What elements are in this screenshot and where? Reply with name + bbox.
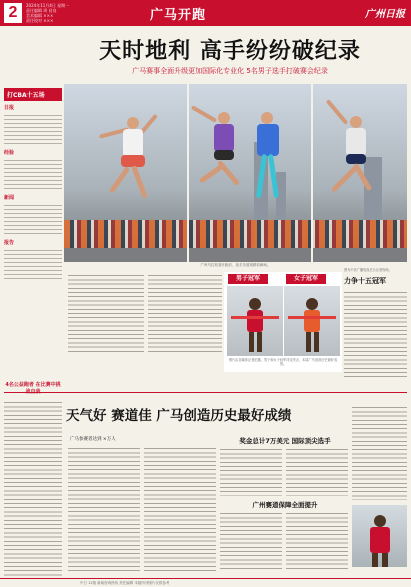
photo-caption: 广州马拉松赛开跑后，选手各展现精彩瞬间。 — [200, 263, 271, 267]
right-caption: 图为中央广播电视总台记者现场。 — [344, 268, 392, 272]
article-column — [220, 510, 282, 572]
section-title: 广马开跑 — [150, 8, 207, 23]
women-champion-label: 女子冠军 — [286, 274, 326, 284]
runner-thumbnail — [352, 505, 407, 567]
main-headline: 天时地利 高手纷纷破纪录 — [99, 38, 361, 64]
masthead — [0, 0, 411, 26]
article-column — [68, 272, 144, 352]
article-column — [352, 404, 407, 500]
page-number: 2 — [4, 3, 22, 23]
women-champion-photo — [284, 286, 340, 356]
left-text-block — [4, 157, 62, 191]
article-column — [144, 445, 216, 573]
left-text-block — [4, 112, 62, 146]
left-column — [4, 88, 62, 388]
article-column — [286, 446, 348, 496]
road — [64, 248, 407, 262]
article-column — [148, 272, 222, 352]
paper-logo: 广州日报 — [365, 9, 405, 20]
prize-sub-headline: 奖金总计7万美元 国际顶尖选手 — [239, 437, 331, 445]
photo-strip — [64, 84, 407, 262]
right-sidebar — [344, 268, 407, 388]
champions-box — [224, 272, 342, 372]
bottom-left-text — [4, 399, 62, 579]
left-column-banner: 打CBA十五场 — [4, 88, 62, 101]
secondary-headline: 天气好 赛道佳 广马创造历史最好成绩 — [66, 408, 292, 424]
photo-divider — [187, 84, 189, 262]
men-champion-label: 男子冠军 — [228, 274, 268, 284]
article-column — [68, 445, 140, 573]
right-headline: 力争十五冠军 — [344, 277, 386, 285]
section-divider — [4, 392, 407, 393]
bottom-left-headline: 4名公益跑者 在比赛中挑战自我 — [5, 382, 61, 395]
left-text-block — [4, 202, 62, 236]
men-champion-photo — [227, 286, 283, 356]
masthead-meta: 2024年11月4日 星期一 责任编辑 周 昌良 美术编辑 ××× 责任校对 ××× — [26, 3, 70, 23]
left-section-head: 报告 — [4, 240, 15, 246]
bottom-left-box — [4, 382, 62, 582]
left-text-block — [4, 247, 62, 281]
left-section-head: 经验 — [4, 150, 15, 156]
article-column — [220, 446, 282, 496]
left-sub-headline: 广马参赛者达到 ×万人 — [70, 437, 116, 442]
left-section-head: 新闻 — [4, 195, 15, 201]
right-text — [344, 289, 407, 379]
safety-sub-headline: 广州赛道保障全面提升 — [252, 501, 318, 509]
champions-caption: 图片由各媒体记者拍摄。男子和女子冠军冲过终点，本届广马创造历史最好成绩。 — [228, 358, 338, 366]
photo-divider — [311, 84, 313, 262]
page-footer: 中日 12版 新闻咨询热线 责任编辑 本版所刊图片仅供参考 — [0, 578, 411, 587]
article-column — [286, 510, 348, 572]
main-subhead: 广马赛事全面升级更加国际化专业化 5名男子选手打破赛会纪录 — [132, 67, 328, 75]
left-section-head: 日报 — [4, 105, 15, 111]
